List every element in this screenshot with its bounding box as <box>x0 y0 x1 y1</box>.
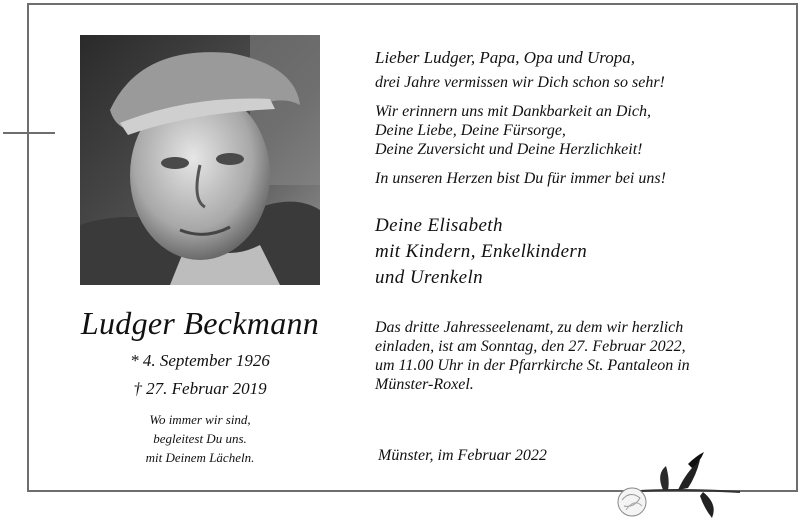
quote-line: mit Deinem Lächeln. <box>145 450 255 465</box>
life-dates <box>80 347 320 403</box>
family-signature <box>375 213 775 291</box>
birth-date: * 4. September 1926 <box>130 351 270 370</box>
place-date: Münster, im Februar 2022 <box>378 447 547 464</box>
poem-line: Deine Zuversicht und Deine Herzlichkeit! <box>375 141 643 158</box>
poem-line: Wir erinnern uns mit Dankbarkeit an Dich, <box>375 103 651 120</box>
quote-line: Wo immer wir sind, <box>149 412 251 427</box>
signature-line: Deine Elisabeth <box>375 215 503 236</box>
mass-invitation <box>375 318 775 394</box>
memorial-quote <box>80 410 320 467</box>
invitation-line: einladen, ist am Sonntag, den 27. Februar 2022, <box>375 338 686 355</box>
invitation-line: um 11.00 Uhr in der Pfarrkirche St. Pantaleon in <box>375 357 690 374</box>
poem-stanza <box>375 102 775 159</box>
memorial-poem <box>375 48 775 198</box>
deceased-name: Ludger Beckmann <box>80 305 320 341</box>
cross-icon <box>0 0 60 200</box>
poem-line: In unseren Herzen bist Du für immer bei uns! <box>375 170 666 187</box>
poem-line: drei Jahre vermissen wir Dich schon so sehr! <box>375 74 665 91</box>
poem-line: Lieber Ludger, Papa, Opa und Uropa, <box>375 48 636 67</box>
quote-line: begleitest Du uns. <box>153 431 247 446</box>
rose-icon <box>608 452 748 523</box>
invitation-line: Münster-Roxel. <box>375 376 474 393</box>
signature-line: mit Kindern, Enkelkindern <box>375 241 588 262</box>
portrait-photo <box>80 35 320 285</box>
death-date: † 27. Februar 2019 <box>133 379 267 398</box>
signature-line: und Urenkeln <box>375 267 484 288</box>
invitation-line: Das dritte Jahresseelenamt, zu dem wir herzlich <box>375 319 684 336</box>
poem-line: Deine Liebe, Deine Fürsorge, <box>375 122 566 139</box>
